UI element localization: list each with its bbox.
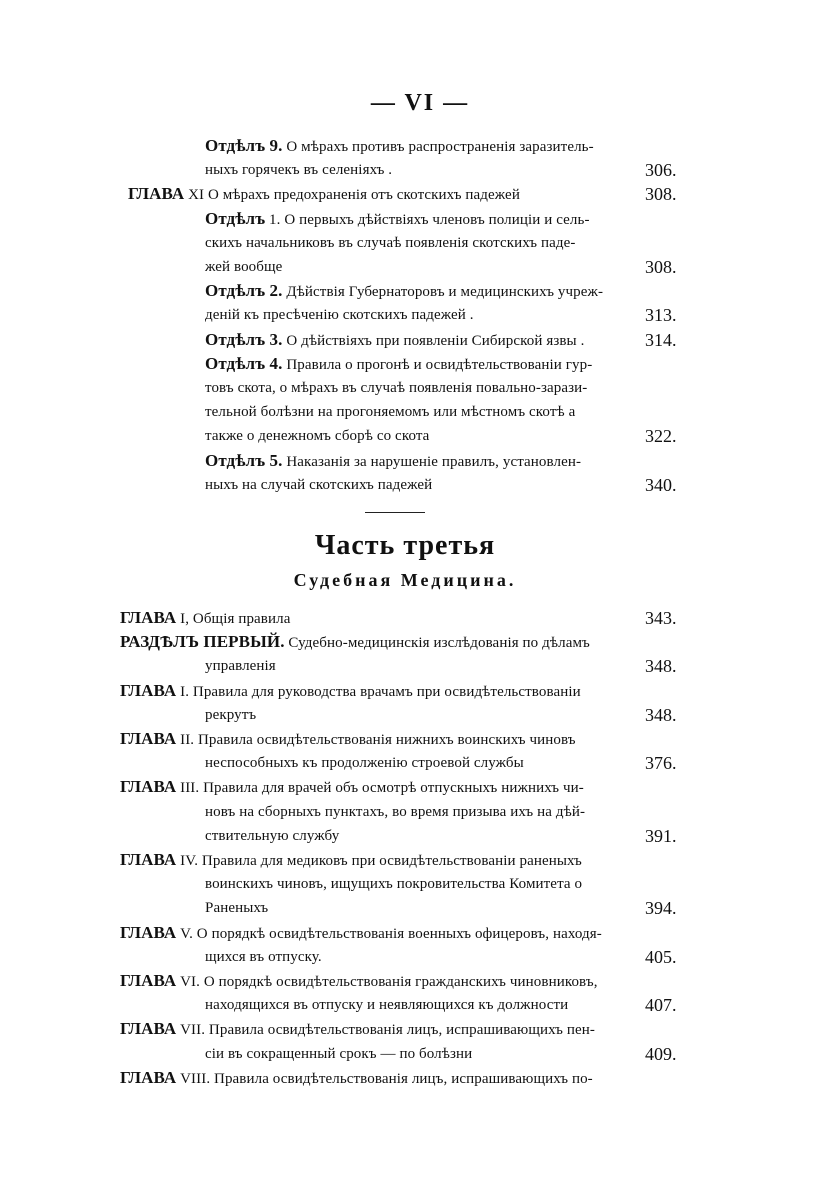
toc-page-number: 391. <box>645 825 677 846</box>
toc-page-number: 308. <box>645 257 677 277</box>
toc-line <box>120 968 598 994</box>
toc-line-text: VI. О порядкѣ освидѣтельствованія гражданскихъ чиновниковъ, <box>176 974 598 990</box>
toc-page-number: 308. <box>645 184 677 205</box>
toc-page-number: 348. <box>645 656 677 677</box>
toc-line-text: сіи въ сокращенный срокъ — по болѣзни <box>205 1045 473 1062</box>
toc-line-text: деній къ пресѣченію скотскихъ падежей . <box>205 307 474 324</box>
toc-line-text: воинскихъ чиновъ, ищущихъ покровительства Комитета о <box>205 876 583 893</box>
toc-line <box>205 399 575 425</box>
toc-line <box>120 1065 593 1091</box>
toc-line <box>205 448 581 474</box>
toc-line <box>205 1041 472 1067</box>
toc-line <box>205 799 585 825</box>
toc-line-label: Отдѣлъ 5. <box>205 450 283 470</box>
toc-line-label: ГЛАВА <box>120 777 177 797</box>
toc-line-text: ныхъ горячекъ въ селеніяхъ . <box>205 162 393 179</box>
toc-line <box>120 678 581 704</box>
toc-line <box>205 230 575 256</box>
toc-line-text: Дѣйствія Губернаторовъ и медицинскихъ учреж- <box>282 284 604 301</box>
toc-page-number: 394. <box>645 898 677 919</box>
toc-line-text: тельной болѣзни на прогоняемомъ или мѣстномъ скотѣ а <box>205 404 576 421</box>
toc-line <box>120 726 576 752</box>
toc-line-label: Отдѣлъ 4. <box>205 353 283 373</box>
toc-line <box>205 653 276 679</box>
toc-line-text: рекрутъ <box>205 706 257 723</box>
toc-line <box>205 871 582 897</box>
page-header: — VI — <box>370 90 470 116</box>
toc-page-number: 348. <box>645 704 677 725</box>
toc-line <box>120 774 584 800</box>
toc-page-number: 407. <box>645 995 677 1016</box>
toc-line-text: II. Правила освидѣтельствованія нижнихъ воинскихъ чиновъ <box>176 732 576 748</box>
toc-line <box>205 351 592 377</box>
toc-line <box>205 133 594 159</box>
toc-line-label: ГЛАВА <box>120 1067 177 1087</box>
toc-line-label: ГЛАВА <box>120 729 177 748</box>
toc-line <box>205 992 568 1018</box>
toc-page-number: 340. <box>645 474 677 495</box>
toc-line-text: О дѣйствіяхъ при появленіи Сибирской язвы . <box>282 332 585 349</box>
toc-line-text: VII. Правила освидѣтельствованія лицъ, испрашивающихъ пен- <box>176 1022 595 1039</box>
toc-line-text: ствительную службу <box>205 827 340 844</box>
toc-line <box>205 823 339 849</box>
toc-line-text: неспособныхъ къ продолженію строевой службы <box>205 755 524 772</box>
toc-line-text: IV. Правила для медиковъ при освидѣтельствованіи раненыхъ <box>176 853 582 869</box>
toc-line-text: Раненыхъ <box>205 900 269 917</box>
toc-page-number: 405. <box>645 946 677 967</box>
toc-line <box>120 629 590 655</box>
toc-page-number: 343. <box>645 608 677 628</box>
toc-line <box>205 206 590 232</box>
toc-line <box>120 847 582 873</box>
toc-line <box>205 375 587 401</box>
toc-line-label: ГЛАВА <box>120 608 177 627</box>
toc-line <box>205 302 474 328</box>
toc-line-text: жей вообще <box>205 259 283 275</box>
toc-page-number: 409. <box>645 1043 677 1064</box>
toc-line-text: также о денежномъ сборѣ со скота <box>205 428 430 445</box>
toc-line <box>205 944 322 970</box>
toc-line-text: управленія <box>205 658 276 675</box>
toc-page-number: 322. <box>645 426 677 447</box>
toc-line <box>205 472 432 498</box>
toc-line-text: ныхъ на случай скотскихъ падежей <box>205 476 433 493</box>
toc-line <box>205 702 256 728</box>
toc-line-text: V. О порядкѣ освидѣтельствованія военныхъ офицеровъ, находя- <box>176 925 602 942</box>
toc-line <box>205 750 524 776</box>
toc-line-label: Отдѣлъ 3. <box>205 329 283 349</box>
toc-line-label: ГЛАВА <box>128 184 185 204</box>
toc-line-label: ГЛАВА <box>120 680 177 700</box>
toc-line-text: скихъ начальниковъ въ случаѣ появленія скотскихъ паде- <box>205 234 576 251</box>
toc-page-number: 376. <box>645 753 677 774</box>
toc-line <box>120 920 602 946</box>
toc-line-text: I. Правила для руководства врачамъ при освидѣтельствованіи <box>176 683 581 700</box>
toc-line <box>128 181 520 207</box>
toc-line-label: Отдѣлъ 2. <box>205 281 283 301</box>
toc-line-label: ГЛАВА <box>120 850 177 869</box>
toc-line <box>205 423 429 449</box>
toc-line-text: XI О мѣрахъ предохраненія отъ скотскихъ падежей <box>184 187 520 204</box>
toc-line-text: III. Правила для врачей объ осмотрѣ отпускныхъ нижнихъ чи- <box>176 780 584 797</box>
toc-line <box>120 605 290 631</box>
part-subtitle: Судебная Медицина. <box>293 570 517 590</box>
toc-line-text: щихся въ отпуску. <box>205 948 322 965</box>
toc-line-text: новъ на сборныхъ пунктахъ, во время призыва ихъ на дѣй- <box>205 803 586 820</box>
toc-line-text: 1. О первыхъ дѣйствіяхъ членовъ полиціи и сель- <box>265 211 590 228</box>
toc-line <box>205 157 392 183</box>
toc-line-label: Отдѣлъ <box>205 208 266 228</box>
toc-line-text: О мѣрахъ противъ распространенія заразитель- <box>282 139 594 155</box>
toc-line-text: товъ скота, о мѣрахъ въ случаѣ появленія повально-зарази- <box>205 380 588 396</box>
toc-line-label: РАЗДѢЛЪ ПЕРВЫЙ. <box>120 632 285 652</box>
section-divider <box>365 512 425 513</box>
toc-page-number: 306. <box>645 160 677 181</box>
toc-line-text: Судебно-медицинскія изслѣдованія по дѣламъ <box>284 635 590 652</box>
toc-page-number: 314. <box>645 329 677 350</box>
toc-line <box>205 895 268 921</box>
part-title: Часть третья <box>314 530 496 561</box>
toc-line-text: находящихся въ отпуску и неявляющихся къ должности <box>205 997 569 1014</box>
toc-line <box>205 278 603 304</box>
toc-page-number: 313. <box>645 305 677 326</box>
toc-line <box>205 254 282 280</box>
toc-line-text: I, Общія правила <box>176 611 291 627</box>
toc-line-label: ГЛАВА <box>120 1019 177 1039</box>
toc-line <box>120 1016 595 1042</box>
toc-line-text: Правила о прогонѣ и освидѣтельствованіи гур- <box>282 356 593 373</box>
toc-line-label: Отдѣлъ 9. <box>205 136 283 155</box>
toc-line-text: Наказанія за нарушеніе правилъ, установлен- <box>282 453 582 470</box>
toc-line-label: ГЛАВА <box>120 971 177 990</box>
toc-line-text: VIII. Правила освидѣтельствованія лицъ, испрашивающихъ по- <box>176 1070 593 1087</box>
toc-line <box>205 327 584 353</box>
toc-line-label: ГЛАВА <box>120 922 177 942</box>
